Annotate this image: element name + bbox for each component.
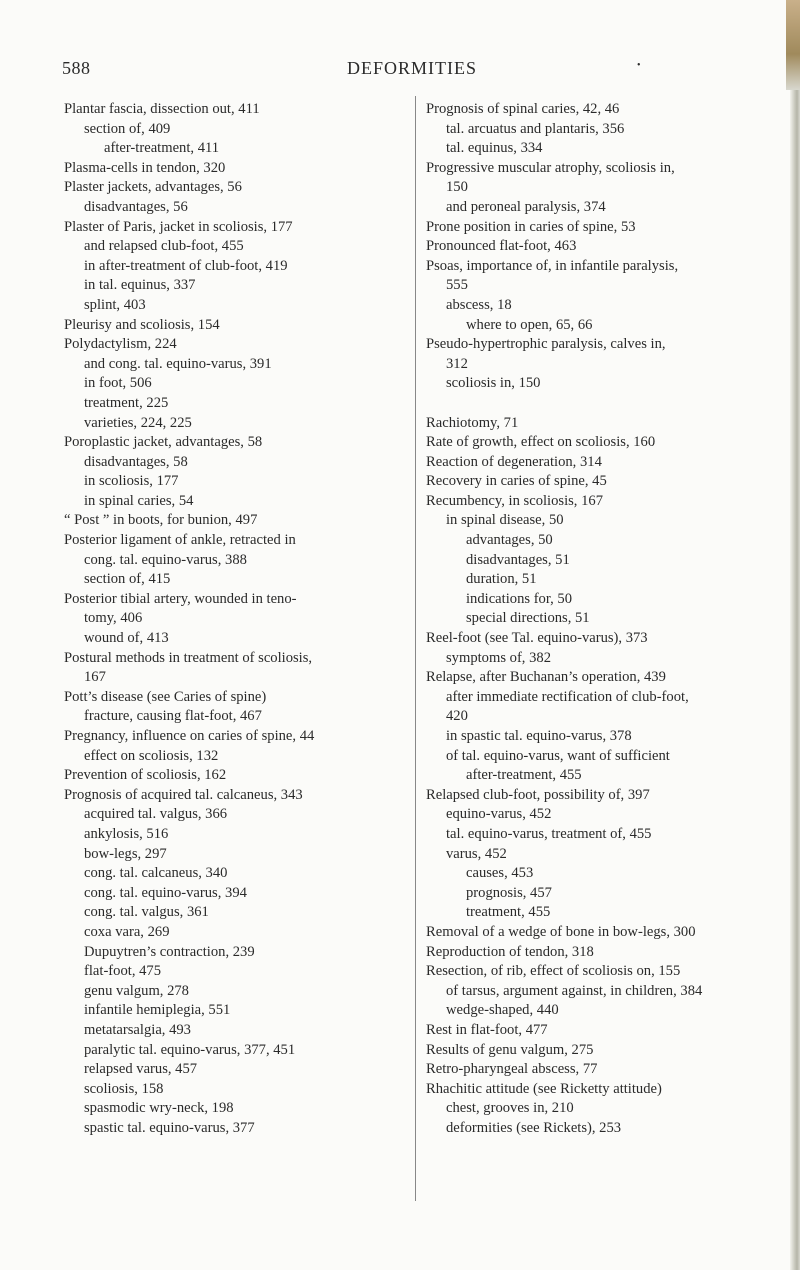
index-entry: treatment, 225 [84,394,169,411]
page-number: 588 [62,58,91,78]
index-entry: Retro-pharyngeal abscess, 77 [426,1061,598,1078]
index-entry: ankylosis, 516 [84,825,169,842]
index-entry: cong. tal. valgus, 361 [84,904,209,921]
index-entry: Polydactylism, 224 [64,336,177,353]
page-edge-stain [786,0,800,90]
index-entry: section of, 415 [84,571,171,588]
index-entry: tal. equinus, 334 [446,140,543,157]
index-entry: where to open, 65, 66 [466,316,593,333]
index-entry: Rhachitic attitude (see Ricketty attitude) [426,1080,662,1097]
index-entry: 312 [446,355,468,372]
index-entry: Plasma-cells in tendon, 320 [64,159,226,176]
index-entry: tomy, 406 [84,610,143,627]
index-entry: Pronounced flat-foot, 463 [426,238,577,255]
index-entry: in tal. equinus, 337 [84,277,196,294]
index-entry: Reproduction of tendon, 318 [426,943,594,960]
print-mark: • [637,60,642,71]
index-entry: Progressive muscular atrophy, scoliosis in, [426,159,675,176]
index-entry: Psoas, importance of, in infantile paralysis, [426,257,679,274]
index-entry: cong. tal. calcaneus, 340 [84,865,228,882]
index-entry: fracture, causing flat-foot, 467 [84,708,262,725]
index-entry: Poroplastic jacket, advantages, 58 [64,434,263,451]
index-entry: tal. equino-varus, treatment of, 455 [446,825,652,842]
index-entry: Results of genu valgum, 275 [426,1041,594,1058]
index-entry: genu valgum, 278 [84,982,189,999]
index-entry: after-treatment, 411 [104,140,220,157]
index-entry: Posterior tibial artery, wounded in teno- [64,590,297,607]
index-entry: Pleurisy and scoliosis, 154 [64,316,220,333]
index-entry: bow-legs, 297 [84,845,167,862]
index-entry: advantages, 50 [466,532,553,549]
index-entry: of tal. equino-varus, want of sufficient [446,747,670,764]
index-entry: disadvantages, 58 [84,453,188,470]
index-entry: equino-varus, 452 [446,806,552,823]
index-entry: flat-foot, 475 [84,963,162,980]
index-entry [426,394,771,414]
page-header [62,58,762,82]
index-entry: cong. tal. equino-varus, 388 [84,551,247,568]
index-entry: Prone position in caries of spine, 53 [426,218,636,235]
index-entry: 555 [446,277,468,294]
index-entry: in after-treatment of club-foot, 419 [84,257,288,274]
index-entry: and peroneal paralysis, 374 [446,198,606,215]
index-entry: Reaction of degeneration, 314 [426,453,602,470]
index-entry: splint, 403 [84,296,146,313]
index-entry: tal. arcuatus and plantaris, 356 [446,120,625,137]
index-entry: of tarsus, argument against, in children, 384 [446,982,703,999]
index-entry: Resection, of rib, effect of scoliosis on, 155 [426,963,681,980]
index-entry: Recovery in caries of spine, 45 [426,473,607,490]
index-entry: in spinal caries, 54 [84,492,194,509]
index-entry: Postural methods in treatment of scoliosis, [64,649,313,666]
index-entry: abscess, 18 [446,296,512,313]
index-column-right [426,100,771,1138]
index-entry: after immediate rectification of club-foot, [446,688,689,705]
index-entry: spastic tal. equino-varus, 377 [84,1119,255,1136]
index-entry: 150 [446,179,468,196]
index-entry: Plaster jackets, advantages, 56 [64,179,242,196]
index-entry: section of, 409 [84,120,171,137]
index-entry: prognosis, 457 [466,884,552,901]
page-edge [790,0,800,1270]
index-entry: acquired tal. valgus, 366 [84,806,228,823]
index-entry: spasmodic wry-neck, 198 [84,1100,234,1117]
index-entry: metatarsalgia, 493 [84,1021,191,1038]
index-entry: causes, 453 [466,865,534,882]
index-entry: scoliosis, 158 [84,1080,164,1097]
index-entry: in foot, 506 [84,375,152,392]
index-entry: and cong. tal. equino-varus, 391 [84,355,272,372]
index-entry: special directions, 51 [466,610,590,627]
index-entry: varieties, 224, 225 [84,414,192,431]
index-entry: “ Post ” in boots, for bunion, 497 [64,512,258,529]
index-entry: effect on scoliosis, 132 [84,747,219,764]
index-column-left [64,100,409,1138]
index-entry: Rate of growth, effect on scoliosis, 160 [426,434,656,451]
running-title: DEFORMITIES [346,58,477,78]
index-entry: Recumbency, in scoliosis, 167 [426,492,603,509]
index-entry: in spastic tal. equino-varus, 378 [446,728,632,744]
index-entry: Plaster of Paris, jacket in scoliosis, 177 [64,218,293,235]
index-entry: paralytic tal. equino-varus, 377, 451 [84,1041,296,1058]
index-entry: scoliosis in, 150 [446,375,541,392]
index-entry: in spinal disease, 50 [446,512,564,529]
index-entry: disadvantages, 56 [84,198,188,215]
index-entry: Relapse, after Buchanan’s operation, 439 [426,669,666,686]
index-entry: Pott’s disease (see Caries of spine) [64,688,267,705]
index-entry: 167 [84,669,106,686]
index-entry: cong. tal. equino-varus, 394 [84,884,247,901]
index-entry: Reel-foot (see Tal. equino-varus), 373 [426,630,648,647]
index-entry: in scoliosis, 177 [84,473,179,490]
index-entry: infantile hemiplegia, 551 [84,1002,231,1019]
index-entry: duration, 51 [466,571,537,588]
index-entry: symptoms of, 382 [446,649,551,666]
index-entry: relapsed varus, 457 [84,1061,198,1078]
index-entry: Pseudo-hypertrophic paralysis, calves in, [426,336,666,353]
index-entry: coxa vara, 269 [84,923,170,940]
index-entry: indications for, 50 [466,590,573,607]
index-entry: Prognosis of spinal caries, 42, 46 [426,101,620,117]
index-entry: Posterior ligament of ankle, retracted in [64,532,296,549]
index-entry: disadvantages, 51 [466,551,570,568]
index-entry: wedge-shaped, 440 [446,1002,559,1019]
index-entry: Prevention of scoliosis, 162 [64,767,227,784]
index-entry: 420 [446,708,468,725]
column-divider [415,96,416,1201]
index-entry: treatment, 455 [466,904,551,921]
index-entry: Rachiotomy, 71 [426,414,519,431]
index-entry: Pregnancy, influence on caries of spine, 44 [64,728,315,744]
index-entry: after-treatment, 455 [466,767,582,784]
index-entry: Rest in flat-foot, 477 [426,1021,548,1038]
index-entry: Prognosis of acquired tal. calcaneus, 343 [64,786,303,803]
index-entry: wound of, 413 [84,630,169,647]
index-entry: Dupuytren’s contraction, 239 [84,943,255,960]
index-entry: varus, 452 [446,845,507,862]
index-entry: Relapsed club-foot, possibility of, 397 [426,786,650,803]
index-entry: Plantar fascia, dissection out, 411 [64,101,260,117]
index-entry: deformities (see Rickets), 253 [446,1119,622,1136]
index-entry: Removal of a wedge of bone in bow-legs, 300 [426,923,696,940]
index-entry: chest, grooves in, 210 [446,1100,574,1117]
index-entry: and relapsed club-foot, 455 [84,238,244,255]
